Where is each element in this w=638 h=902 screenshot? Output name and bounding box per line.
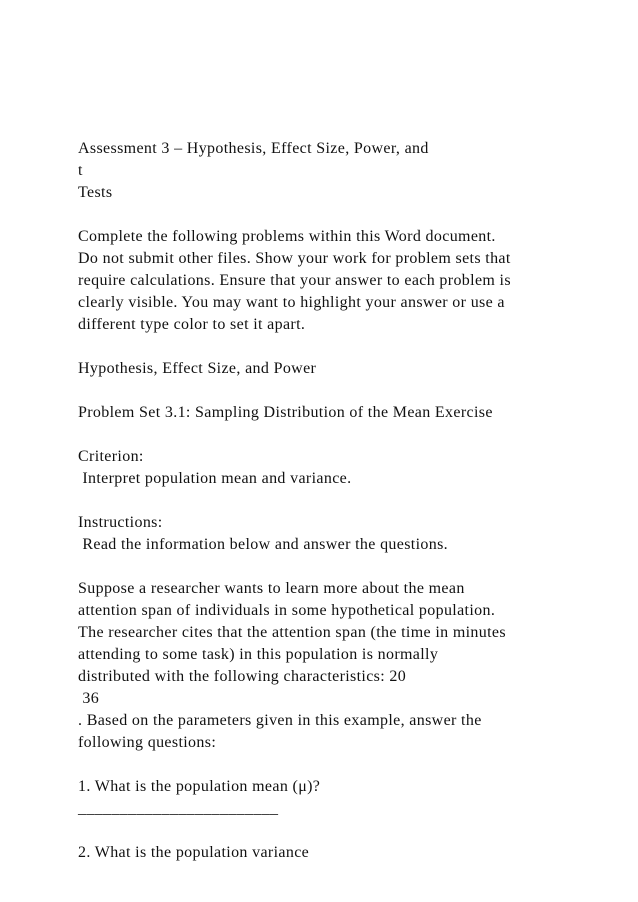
title-line-3: Tests bbox=[78, 184, 113, 201]
scenario-line-8: following questions: bbox=[78, 734, 217, 751]
scenario-line-5: distributed with the following characteristics: 20 bbox=[78, 668, 407, 685]
scenario-line-4: attending to some task) in this population is normally bbox=[78, 646, 439, 663]
scenario-line-6: 36 bbox=[78, 690, 100, 707]
title-line-1: Assessment 3 – Hypothesis, Effect Size, Power, and bbox=[78, 140, 429, 157]
scenario-line-7: . Based on the parameters given in this example, answer the bbox=[78, 712, 482, 729]
scenario-line-3: The researcher cites that the attention span (the time in minutes bbox=[78, 624, 506, 641]
question-2: 2. What is the population variance bbox=[78, 844, 310, 861]
section-heading: Hypothesis, Effect Size, and Power bbox=[78, 360, 317, 377]
criterion-label: Criterion: bbox=[78, 448, 144, 465]
spacer bbox=[78, 820, 618, 842]
spacer bbox=[78, 204, 618, 226]
title-line-2: t bbox=[78, 162, 83, 179]
scenario-line-2: attention span of individuals in some hypothetical population. bbox=[78, 602, 496, 619]
spacer bbox=[78, 556, 618, 578]
spacer bbox=[78, 336, 618, 358]
answer-line-1: ________________________ bbox=[78, 800, 279, 817]
intro-line-5: different type color to set it apart. bbox=[78, 316, 306, 333]
spacer bbox=[78, 490, 618, 512]
intro-line-4: clearly visible. You may want to highlight your answer or use a bbox=[78, 294, 505, 311]
instructions-text: Read the information below and answer the questions. bbox=[78, 536, 449, 553]
question-1: 1. What is the population mean (μ)? bbox=[78, 778, 321, 795]
problem-set-title: Problem Set 3.1: Sampling Distribution of the Mean Exercise bbox=[78, 404, 493, 421]
criterion-text: Interpret population mean and variance. bbox=[78, 470, 352, 487]
spacer bbox=[78, 380, 618, 402]
instructions-label: Instructions: bbox=[78, 514, 163, 531]
spacer bbox=[78, 424, 618, 446]
intro-line-2: Do not submit other files. Show your work for problem sets that bbox=[78, 250, 511, 267]
intro-line-3: require calculations. Ensure that your answer to each problem is bbox=[78, 272, 511, 289]
intro-line-1: Complete the following problems within this Word document. bbox=[78, 228, 496, 245]
spacer bbox=[78, 754, 618, 776]
document-body bbox=[78, 138, 618, 864]
scenario-line-1: Suppose a researcher wants to learn more about the mean bbox=[78, 580, 465, 597]
